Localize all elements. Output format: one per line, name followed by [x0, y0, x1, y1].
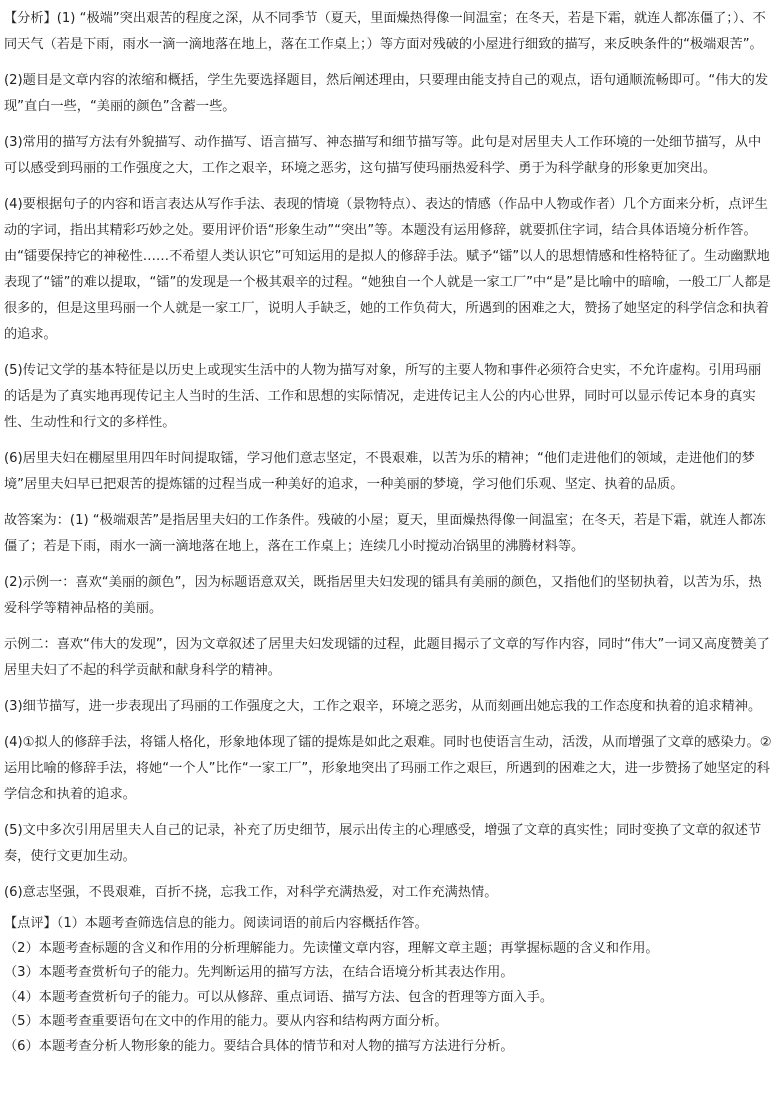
answer-paragraph-7: (6)意志坚强，不畏艰难，百折不挠，忘我工作，对科学充满热爱，对工作充满热情。 [4, 885, 498, 900]
remark-line-3: （3）本题考查赏析句子的能力。先判断运用的描写方法，在结合语境分析其表达作用。 [4, 965, 514, 980]
analysis-paragraph-3: (3)常用的描写方法有外貌描写、动作描写、语言描写、神态描写和细节描写等。此句是对居里夫人工作环境的一处细节描写，从中可以感受到玛丽的工作强度之大，工作之艰辛，环境之恶劣，这句描写使玛丽热爱科学、勇于为科学献身的形象更加突出。 [4, 135, 762, 176]
answer-paragraph-5: (4)①拟人的修辞手法，将镭人格化，形象地体现了镭的提炼是如此之艰难。同时也使语言生动，活泼，从而增强了文章的感染力。②运用比喻的修辞手法，将她“一个人”比作“一家工厂”，形象地突出了玛丽工作之艰巨，所遇到的困难之大，进一步赞扬了她坚定的科学信念和执着的追求。 [4, 735, 772, 802]
remark-line-1: 【点评】（1）本题考查筛选信息的能力。阅读词语的前后内容概括作答。 [4, 916, 428, 931]
remark-line-5: （5）本题考查重要语句在文中的作用的能力。要从内容和结构两方面分析。 [4, 1014, 448, 1029]
answer-paragraph-2: (2)示例一：喜欢“美丽的颜色”，因为标题语意双关，既指居里夫妇发现的镭具有美丽的颜色，又指他们的坚韧执着，以苦为乐，热爱科学等精神品格的美丽。 [4, 575, 762, 616]
analysis-paragraph-6: (6)居里夫妇在棚屋里用四年时间提取镭，学习他们意志坚定，不畏艰难，以苦为乐的精神；“他们走进他们的领域，走进他们的梦境”居里夫妇早已把艰苦的提炼镭的过程当成一种美好的追求，一种美丽的梦境，学习他们乐观、坚定、执着的品质。 [4, 451, 755, 492]
answer-paragraph-6: (5)文中多次引用居里夫人自己的记录，补充了历史细节，展示出传主的心理感受，增强了文章的真实性；同时变换了文章的叙述节奏，使行文更加生动。 [4, 823, 762, 864]
analysis-paragraph-5: (5)传记文学的基本特征是以历史上或现实生活中的人物为描写对象，所写的主要人物和事件必须符合史实，不允许虚构。引用玛丽的话是为了真实地再现传记主人当时的生活、工作和思想的实际情况，走进传记主人公的内心世界，同时可以显示传记本身的真实性、生动性和行文的多样性。 [4, 363, 762, 430]
answer-paragraph-1: 故答案为：(1) “极端艰苦”是指居里夫妇的工作条件。残破的小屋；夏天，里面燥热得像一间温室；在冬天，若是下霜，就连人都冻僵了；若是下雨，雨水一滴一滴地落在地上，落在工作桌上；连续几小时搅动冶锅里的沸腾材料等。 [4, 513, 766, 554]
analysis-paragraph-4: (4)要根据句子的内容和语言表达从写作手法、表现的情境（景物特点）、表达的情感（作品中人物或作者）几个方面来分析，点评生动的字词，指出其精彩巧妙之处。要用评价语“形象生动”“突出”等。本题没有运用修辞，就要抓住字词，结合具体语境分析作答。由“镭要保持它的神秘性……不希望人类认识它”可知运用的是拟人的修辞手法。赋予“镭”以人的思想情感和性格特征了。生动幽默地表现了“镭”的难以提取，“镭”的发现是一个极其艰辛的过程。“她独自一个人就是一家工厂”中“是”是比喻中的暗喻，一般工厂人都是很多的，但是这里玛丽一个人就是一家工厂，说明人手缺乏，她的工作负荷大，所遇到的困难之大，赞扬了她坚定的科学信念和执着的追求。 [4, 197, 771, 342]
remark-line-2: （2）本题考查标题的含义和作用的分析理解能力。先读懂文章内容，理解文章主题；再掌握标题的含义和作用。 [4, 940, 659, 956]
remark-line-6: （6）本题考查分析人物形象的能力。要结合具体的情节和对人物的描写方法进行分析。 [4, 1038, 514, 1054]
analysis-paragraph-2: (2)题目是文章内容的浓缩和概括，学生先要选择题目，然后阐述理由，只要理由能支持自己的观点，语句通顺流畅即可。“伟大的发现”直白一些，“美丽的颜色”含蓄一些。 [4, 73, 769, 114]
analysis-paragraph-1: 【分析】(1) “极端”突出艰苦的程度之深，从不同季节（夏天，里面燥热得像一间温室；在冬天，若是下霜，就连人都冻僵了；）、不同天气（若是下雨，雨水一滴一滴地落在地上，落在工作桌上；）等方面对残破的小屋进行细致的描写，来反映条件的“极端艰苦”。 [4, 11, 766, 52]
answer-paragraph-3: 示例二：喜欢“伟大的发现”，因为文章叙述了居里夫妇发现镭的过程，此题目揭示了文章的写作内容，同时“伟大”一词又高度赞美了居里夫妇了不起的科学贡献和献身科学的精神。 [4, 637, 770, 678]
answer-paragraph-4: (3)细节描写，进一步表现出了玛丽的工作强度之大，工作之艰辛，环境之恶劣，从而刻画出她忘我的工作态度和执着的追求精神。 [4, 699, 762, 714]
remark-line-4: （4）本题考查赏析句子的能力。可以从修辞、重点词语、描写方法、包含的哲理等方面入手。 [4, 989, 554, 1005]
